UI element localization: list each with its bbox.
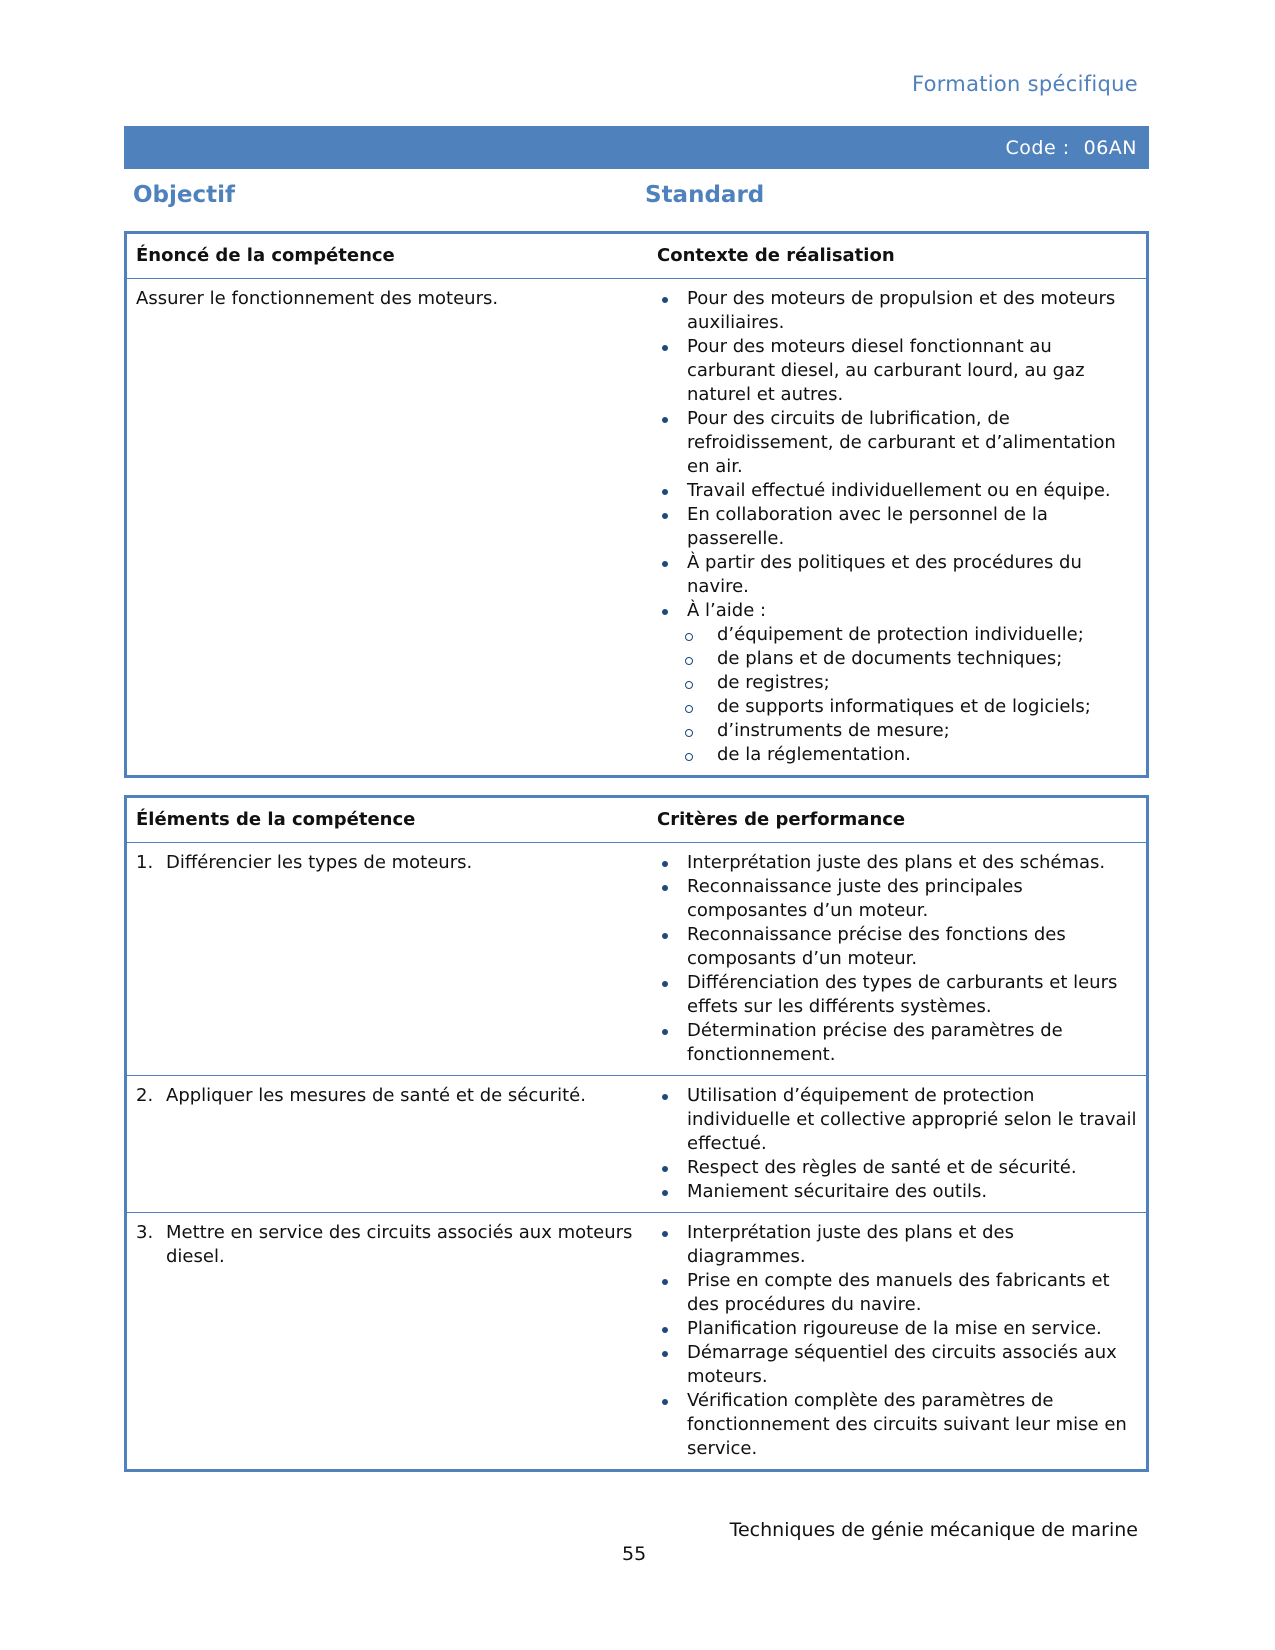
context-header: Contexte de réalisation	[657, 245, 895, 266]
criterion-item: Différenciation des types de carburants et leurs effets sur les différents systèmes.	[657, 971, 1137, 1019]
element-text: Appliquer les mesures de santé et de sécurité.	[166, 1085, 586, 1106]
criteria-cell	[648, 1076, 1148, 1213]
page-number: 55	[622, 1543, 647, 1565]
criterion-item: Vérification complète des paramètres de fonctionnement des circuits suivant leur mise en service.	[657, 1389, 1137, 1461]
element-number: 1.	[136, 852, 154, 873]
criteria-cell	[648, 843, 1148, 1076]
aid-item: d’équipement de protection individuelle;	[687, 623, 1137, 647]
element-row	[126, 1076, 1148, 1213]
objectif-heading: Objectif	[133, 182, 236, 208]
criteria-header: Critères de performance	[657, 809, 906, 830]
criterion-item: Reconnaissance juste des principales composantes d’un moteur.	[657, 875, 1137, 923]
criterion-item: Interprétation juste des plans et des diagrammes.	[657, 1221, 1137, 1269]
element-cell	[126, 1213, 649, 1471]
context-item: Travail effectué individuellement ou en équipe.	[657, 479, 1137, 503]
criterion-item: Démarrage séquentiel des circuits associés aux moteurs.	[657, 1341, 1137, 1389]
elements-table-header	[126, 797, 1148, 843]
aid-item: de la réglementation.	[687, 743, 1137, 767]
criteria-cell	[648, 1213, 1148, 1471]
section-headings	[124, 182, 1149, 218]
context-item: Pour des moteurs diesel fonctionnant au carburant diesel, au carburant lourd, au gaz naturel et autres.	[657, 335, 1137, 407]
standard-heading: Standard	[645, 182, 765, 208]
element-row	[126, 1213, 1148, 1471]
context-item: Pour des circuits de lubrification, de refroidissement, de carburant et d’alimentation en air.	[657, 407, 1137, 479]
aids-list	[687, 623, 1137, 767]
criterion-item: Maniement sécuritaire des outils.	[657, 1180, 1137, 1204]
element-row	[126, 843, 1148, 1076]
code-bar	[124, 126, 1149, 169]
document-section-title: Formation spécifique	[911, 72, 1138, 96]
elements-header: Éléments de la compétence	[136, 809, 416, 830]
context-item: Pour des moteurs de propulsion et des moteurs auxiliaires.	[657, 287, 1137, 335]
element-number: 3.	[136, 1222, 154, 1243]
competency-statement: Assurer le fonctionnement des moteurs.	[126, 279, 649, 777]
element-text: Différencier les types de moteurs.	[166, 852, 473, 873]
element-text: Mettre en service des circuits associés aux moteurs diesel.	[166, 1222, 633, 1267]
code-label: Code :	[1005, 136, 1070, 159]
element-number: 2.	[136, 1085, 154, 1106]
criterion-item: Détermination précise des paramètres de fonctionnement.	[657, 1019, 1137, 1067]
context-list	[657, 287, 1137, 767]
aid-item: de registres;	[687, 671, 1137, 695]
aid-item: d’instruments de mesure;	[687, 719, 1137, 743]
context-item: En collaboration avec le personnel de la passerelle.	[657, 503, 1137, 551]
context-item: À partir des politiques et des procédures du navire.	[657, 551, 1137, 599]
criteria-list	[657, 1221, 1137, 1461]
element-cell	[126, 843, 649, 1076]
criterion-item: Reconnaissance précise des fonctions des composants d’un moteur.	[657, 923, 1137, 971]
criterion-item: Planification rigoureuse de la mise en service.	[657, 1317, 1137, 1341]
criterion-item: Respect des règles de santé et de sécurité.	[657, 1156, 1137, 1180]
element-cell	[126, 1076, 649, 1213]
context-item-aids	[657, 599, 1137, 767]
aid-item: de plans et de documents techniques;	[687, 647, 1137, 671]
criterion-item: Utilisation d’équipement de protection individuelle et collective approprié selon le travail effectué.	[657, 1084, 1137, 1156]
criterion-item: Prise en compte des manuels des fabricants et des procédures du navire.	[657, 1269, 1137, 1317]
statement-header: Énoncé de la compétence	[136, 245, 395, 266]
criterion-item: Interprétation juste des plans et des schémas.	[657, 851, 1137, 875]
statement-row	[126, 279, 1148, 777]
footer-program-title: Techniques de génie mécanique de marine	[729, 1519, 1138, 1541]
criteria-list	[657, 1084, 1137, 1204]
context-cell	[648, 279, 1148, 777]
code-value: 06AN	[1083, 136, 1137, 159]
statement-table	[124, 231, 1149, 778]
aid-item: de supports informatiques et de logiciels;	[687, 695, 1137, 719]
aids-label: À l’aide :	[687, 600, 767, 621]
elements-table	[124, 795, 1149, 1472]
criteria-list	[657, 851, 1137, 1067]
statement-table-header	[126, 233, 1148, 279]
